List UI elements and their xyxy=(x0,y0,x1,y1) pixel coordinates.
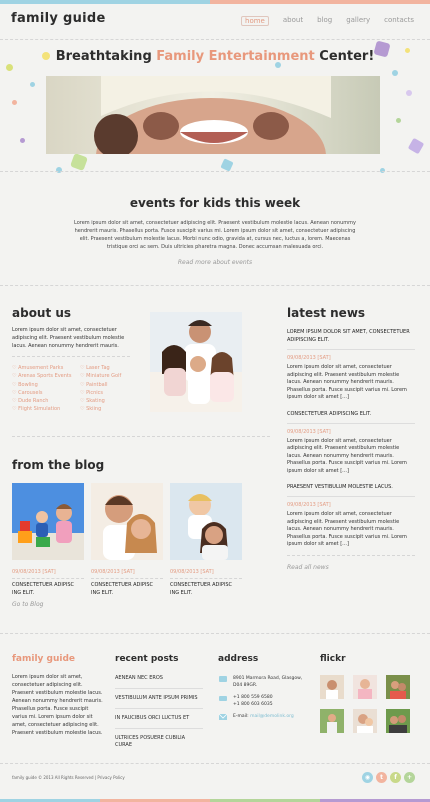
news-date: 09/08/2013 [SAT] xyxy=(287,355,331,361)
phone-text xyxy=(233,694,273,708)
google-plus-icon[interactable]: + xyxy=(404,772,415,783)
about-family-photo xyxy=(150,312,242,412)
blog-date: 09/08/2013 [SAT] xyxy=(170,569,214,575)
activity-link[interactable]: ♡ Miniature Golf xyxy=(80,372,121,380)
facebook-icon[interactable]: f xyxy=(390,772,401,783)
divider xyxy=(0,39,430,40)
blog-date: 09/08/2013 [SAT] xyxy=(91,569,135,575)
address-title: address xyxy=(218,654,259,664)
news-heading[interactable]: PRAESENT VESTIBULUM MOLESTIE LACUS. xyxy=(287,484,393,490)
about-title: about us xyxy=(12,306,72,320)
rss-icon[interactable]: ◉ xyxy=(362,772,373,783)
news-date: 09/08/2013 [SAT] xyxy=(287,428,331,435)
activity-link[interactable]: ♡ Paintball xyxy=(80,381,121,389)
footer-brand-text: Lorem ipsum dolor sit amet, consectetuer adipiscing elit. Praesent vestibulum molestie lacus. Aenean nonummy hendrerit mauris. Phasellus porta. Fusce suscipit varius mi. Lorem ipsum dolor sit amet, consectetuer adipiscing elit. Praesent vestibulum molestie lacus. xyxy=(12,674,103,736)
flickr-thumb[interactable] xyxy=(386,709,410,733)
divider xyxy=(0,171,430,172)
address-text: 8901 Marmora Road, Glasgow, D04 89GR. xyxy=(233,676,303,688)
recent-posts-title: recent posts xyxy=(115,654,179,664)
blog-post xyxy=(170,483,242,597)
blog-image[interactable] xyxy=(170,483,242,560)
activity-link[interactable]: ♡ Dude Ranch xyxy=(12,397,72,405)
home-icon xyxy=(218,675,228,683)
activity-link[interactable]: ♡ Flight Simulation xyxy=(12,405,72,413)
activity-link[interactable]: ♡ Bowling xyxy=(12,381,72,389)
recent-post-link[interactable]: VESTIBULUM ANTE IPSUM PRIMIS xyxy=(115,689,203,709)
phone-row xyxy=(218,694,308,708)
flickr-thumb[interactable] xyxy=(386,675,410,699)
blog-post xyxy=(12,483,84,597)
nav-home[interactable]: home xyxy=(241,16,269,26)
news-text: Lorem ipsum dolor sit amet, consectetuer adipiscing elit. Praesent vestibulum molestie lacus. Aenean nonummy hendrerit mauris. Phasellus porta. Fusce suscipit varius mi. Lorem ipsum dolor sit amet [...] xyxy=(287,437,407,474)
activity-link[interactable]: ♡ Laser Tag xyxy=(80,364,121,372)
hero-title xyxy=(0,49,430,64)
phone-icon xyxy=(218,694,228,702)
blog-caption[interactable]: CONSECTETUER ADIPISC ING ELIT. xyxy=(91,582,154,596)
news-more-link[interactable]: Read all news xyxy=(287,563,329,571)
recent-post-link[interactable]: IN FAUCIBUS ORCI LUCTUS ET xyxy=(115,709,203,729)
main-nav xyxy=(241,16,414,26)
address-block xyxy=(218,675,308,726)
activity-link[interactable]: ♡ Skating xyxy=(80,397,121,405)
go-to-blog-link[interactable]: Go to Blog xyxy=(12,601,44,608)
divider xyxy=(12,436,270,437)
phone-1: +1 800 559 6580 xyxy=(233,695,273,700)
hero-title-highlight: Family Entertainment xyxy=(156,49,315,64)
news-heading[interactable]: LOREM IPSUM DOLOR SIT AMET, CONSECTETUER ADIPISCING ELIT. xyxy=(287,329,410,343)
divider xyxy=(12,356,130,357)
divider xyxy=(0,763,430,764)
divider xyxy=(170,578,242,579)
email-label: E-mail: xyxy=(233,714,249,719)
divider xyxy=(287,349,415,350)
recent-post-link[interactable]: AENEAN NEC EROS xyxy=(115,669,203,689)
hero-image xyxy=(46,76,380,154)
twitter-icon[interactable]: t xyxy=(376,772,387,783)
blog-image[interactable] xyxy=(91,483,163,560)
hero-title-pre: Breathtaking xyxy=(55,49,157,64)
events-more-link[interactable]: Read more about events xyxy=(177,259,253,266)
flickr-thumb[interactable] xyxy=(353,709,377,733)
flickr-thumb[interactable] xyxy=(353,675,377,699)
email-row xyxy=(218,713,308,721)
about-text: Lorem ipsum dolor sit amet, consectetuer adipiscing elit. Praesent vestibulum molestie lacus. Aenean nonummy hendrerit mauris. xyxy=(12,327,125,349)
social-links xyxy=(362,772,415,783)
address-row xyxy=(218,675,308,689)
divider xyxy=(91,578,163,579)
email-link[interactable]: mail@demolink.org xyxy=(250,714,294,719)
blog-title: from the blog xyxy=(12,458,105,472)
divider xyxy=(287,496,415,497)
nav-blog[interactable]: blog xyxy=(317,16,333,24)
latest-news xyxy=(287,306,415,571)
flickr-thumb[interactable] xyxy=(320,709,344,733)
copyright: family guide © 2013 All Rights Reserved | Privacy Policy xyxy=(12,775,125,780)
blog-caption[interactable]: CONSECTETUER ADIPISC ING ELIT. xyxy=(170,582,233,596)
footer-brand[interactable]: family guide xyxy=(12,654,76,664)
activity-link[interactable]: ♡ Skiing xyxy=(80,405,121,413)
nav-gallery[interactable]: gallery xyxy=(346,16,371,24)
recent-posts-list xyxy=(115,669,203,755)
activity-link[interactable]: ♡ Arenas Sports Events xyxy=(12,372,72,380)
events-text: Lorem ipsum dolor sit amet, consectetuer adipiscing elit. Praesent vestibulum molestie lacus. Aenean nonummy hendrerit mauris. Phasellus porta. Fusce suscipit varius mi. Lorem ipsum dolor sit amet, consectetuer adipiscing elit. Praesent vestibulum molestie lacus. Morbi nunc odio, gravida at, cursus nec, luctus a, lorem. Maecenas tristique orci ac sem. Duis ultricies pharetra magna. Donec accumsan malesuada orci. xyxy=(74,220,356,250)
events-title: events for kids this week xyxy=(129,196,301,210)
mail-icon xyxy=(218,713,228,721)
activity-link[interactable]: ♡ Picnics xyxy=(80,389,121,397)
activity-links-left xyxy=(12,364,72,414)
flickr-gallery xyxy=(320,675,410,733)
news-date: 09/08/2013 [SAT] xyxy=(287,502,331,508)
blog-image[interactable] xyxy=(12,483,84,560)
hero-title-post: Center! xyxy=(314,49,375,64)
divider xyxy=(0,633,430,634)
divider xyxy=(287,423,415,424)
news-title: latest news xyxy=(287,306,366,320)
logo[interactable]: family guide xyxy=(11,11,106,26)
blog-post xyxy=(91,483,163,597)
activity-links-right xyxy=(80,364,121,414)
nav-contacts[interactable]: contacts xyxy=(384,16,414,24)
news-heading[interactable]: CONSECTETUER ADIPISCING ELIT. xyxy=(287,410,372,417)
top-color-bar xyxy=(0,0,430,4)
nav-about[interactable]: about xyxy=(282,16,304,24)
flickr-thumb[interactable] xyxy=(320,675,344,699)
activity-link[interactable]: ♡ Carousels xyxy=(12,389,72,397)
blog-date: 09/08/2013 [SAT] xyxy=(12,569,56,575)
divider xyxy=(0,285,430,286)
news-text: Lorem ipsum dolor sit amet, consectetuer adipiscing elit. Praesent vestibulum molestie lacus. Aenean nonummy hendrerit mauris. Phasellus porta. Fusce suscipit varius mi. Lorem ipsum dolor sit amet [...] xyxy=(287,511,407,547)
news-text: Lorem ipsum dolor sit amet, consectetuer adipiscing elit. Praesent vestibulum molestie lacus. Aenean nonummy hendrerit mauris. Phasellus porta. Fusce suscipit varius mi. Lorem ipsum dolor sit amet [...] xyxy=(287,364,407,400)
phone-2: +1 800 603 6035 xyxy=(233,702,273,707)
recent-post-link[interactable]: ULTRICES POSUERE CUBILIA CURAE xyxy=(115,735,186,748)
flickr-title: flickr xyxy=(320,654,346,664)
activity-link[interactable]: ♡ Amusement Parks xyxy=(12,364,72,372)
blog-caption[interactable]: CONSECTETUER ADIPISC ING ELIT. xyxy=(12,582,75,596)
divider xyxy=(12,578,84,579)
divider xyxy=(287,555,415,556)
